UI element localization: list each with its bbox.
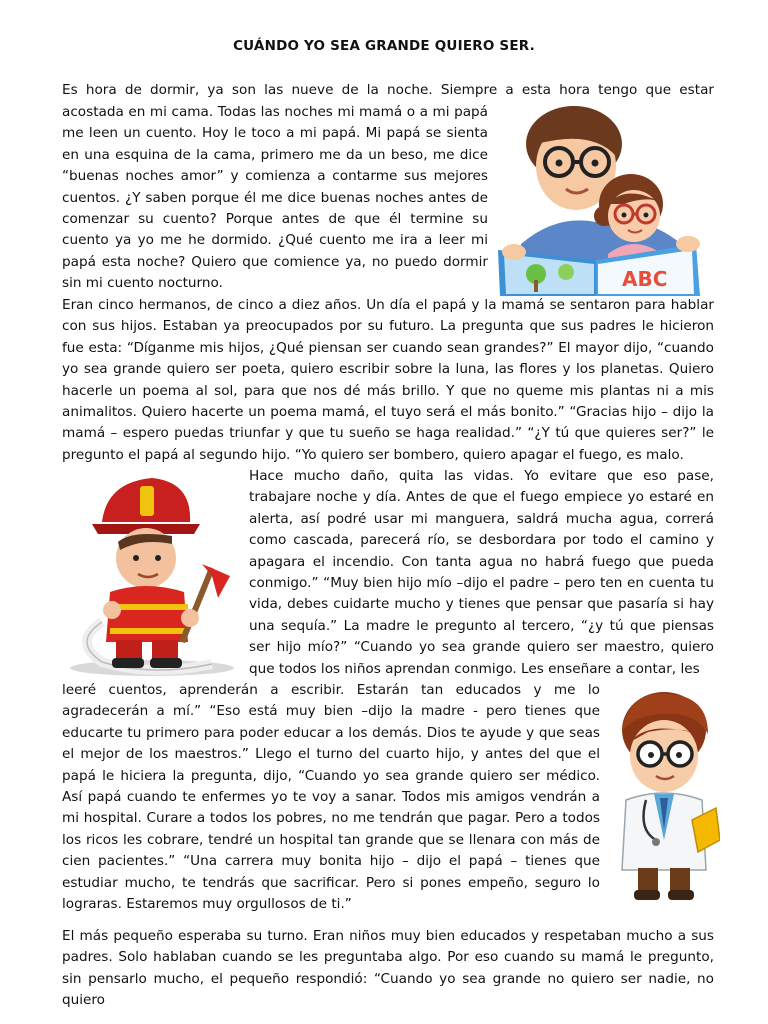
paragraph-siblings: Eran cinco hermanos, de cinco a diez años. Un día el papá y la mamá se sentaron para hablar con sus hijos. Estaban ya preocupados por su futuro. La pregunta que sus padres le hicieron fue esta: “Díganme mis hijos, ¿Qué piensan ser cuando sean grandes?” El mayor dijo, “cuando yo sea grande quiero ser poeta, quiero escribir sobre la luna, las flores y los planetas. Quiero hacerle un poema al sol, para que nos dé más brillo. Y que no queme mis plantas ni a mis animalitos. Quiero hacerte un poema mamá, el tuyo será el más bonito.” “Gracias hijo – dijo la mamá – espero puedas triunfar y que tu sueño se haga realidad.” “¿Y tú que quieres ser?” le pregunto el papá al segundo hijo. “Yo quiero ser bombero, quiero apagar el fuego, es malo. [62,297,714,463]
paragraph-intro: acostada en mi cama. Todas las noches mi mamá o a mi papá me leen un cuento. Hoy le toco a mi papá. Mi papá se sienta en una esquina de la cama, primero me da un beso, me dice “buenas noches amor” y comienza a contarme sus mejores cuentos. ¿Y saben porque él me dice buenas noches antes de comenzar su cuento? Porque antes de que él termine su cuento ya yo me he dormido. ¿Qué cuento me ira a leer mi papá esta noche? Quiero que comience ya, no puedo dormir sin mi cuento nocturno. [62,104,488,292]
page-title: CUÁNDO YO SEA GRANDE QUIERO SER. [233,38,535,54]
doctor-image [608,690,720,904]
paragraph-firefighter: Hace mucho daño, quita las vidas. Yo evitare que eso pase, trabajare noche y día. Antes de que el fuego empiece yo estaré en alerta, así podré usar mi manguera, saldrá mucha agua, correrá como cascada, parecerá río, se desbordara por todo el camino y apagara el incendio. Con tanta agua no habrá fuego que pueda conmigo.” “Muy bien hijo mío –dijo el padre – pero ten en cuenta tu vida, debes cuidarte mucho y tienes que pensar que pasaría si hay una sequía.” La madre le pregunto al tercero, “¿y tú que piensas ser hijo mío?” “Cuando yo sea grande quiero ser maestro, quiero que todos los niños aprendan conmigo. Les enseñare a contar, les [249,468,714,677]
paragraph-youngest: El más pequeño esperaba su turno. Eran niños muy bien educados y respetaban mucho a sus padres. Solo hablaban cuando se les preguntaba algo. Por eso cuando su mamá le pregunto, sin pensarlo mucho, el pequeño respondió: “Cuando yo sea grande no quiero ser nadie, no quiero [62,928,714,1009]
paragraph-teacher-doctor: leeré cuentos, aprenderán a escribir. Estarán tan educados y me lo agradecerán a mí.” “Eso está muy bien –dijo la madre - pero tienes que educarte tu primero para poder educar a los demás. Dios te ayude y que seas el mejor de los maestros.” Llego el turno del cuarto hijo, y antes del que el papá le hiciera la pregunta, dijo, “Cuando yo sea grande quiero ser médico. Así papá cuando te enfermes yo te voy a sanar. Todos mis amigos vendrán a mi hospital. Curare a todos los pobres, no me tendrán que pagar. Pero a todos los ricos les cobrare, tendré un hospital tan grande que se llenara con más de cien pacientes.” “Una carrera muy bonita hijo – dijo el papá – tienes que estudiar mucho, te tendrás que sacrificar. Pero si pones empeño, seguro lo lograras. Estaremos muy orgullosos de ti.” [62,682,600,913]
paragraph-intro-first-line: Es hora de dormir, ya son las nueve de la noche. Siempre a esta hora tengo que estar [62,82,714,98]
book-letters: ABC [622,267,668,291]
father-daughter-reading-image [496,104,706,296]
firefighter-image [62,472,238,678]
